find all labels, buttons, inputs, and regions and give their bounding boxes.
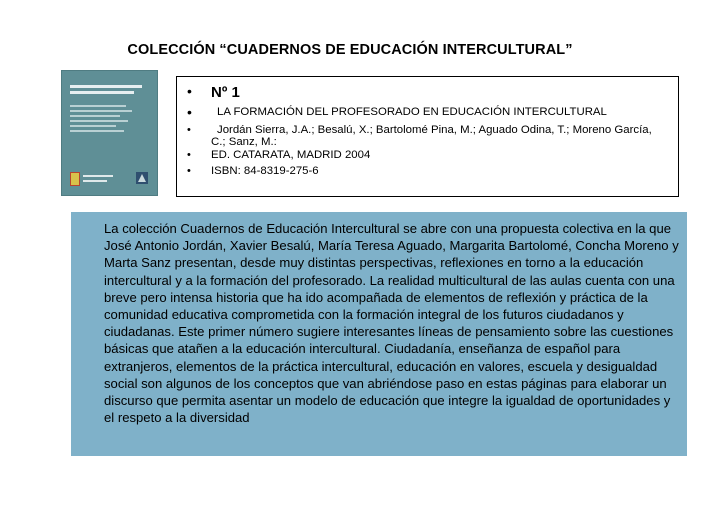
cover-text-line xyxy=(70,130,124,132)
cover-text-line xyxy=(70,125,116,127)
bullet-icon: • xyxy=(187,165,191,177)
bullet-icon: • xyxy=(187,149,191,161)
cover-title-line xyxy=(70,91,134,94)
info-isbn: ISBN: 84-8319-275-6 xyxy=(211,165,319,177)
cover-text-line xyxy=(70,105,126,107)
description-panel xyxy=(71,212,687,456)
info-publisher: ED. CATARATA, MADRID 2004 xyxy=(211,149,371,161)
bullet-icon: • xyxy=(187,124,191,136)
cover-text-line xyxy=(83,180,107,182)
info-authors: Jordán Sierra, J.A.; Besalú, X.; Bartolomé Pina, M.; Aguado Odina, T.; Moreno García, C.; Sanz, M.: xyxy=(211,124,652,148)
page-title xyxy=(0,42,720,58)
book-info-box xyxy=(176,76,679,197)
page-title-text: COLECCIÓN “CUADERNOS DE EDUCACIÓN INTERCULTURAL” xyxy=(127,42,573,58)
cover-title-line xyxy=(70,85,142,88)
bullet-icon: • xyxy=(187,104,192,120)
description-text: La colección Cuadernos de Educación Intercultural se abre con una propuesta colectiva en la que José Antonio Jordán, Xavier Besalú, María Teresa Aguado, Margarita Bartolomé, Concha Moreno y Marta Sanz presentan, desde muy distintas perspectivas, reflexiones en torno a la educación intercultural y a la formación del profesorado. La realidad multicultural de las aulas cuenta con una breve pero intensa historia que ha ido acompañada de elementos de reflexión y práctica de la comunidad educativa comprometida con la formación integral de los futuros ciudadanos y ciudadanas. Este primer número sugiere interesantes líneas de pensamiento sobre las cuestiones básicas que atañen a la educación intercultural. Ciudadanía, enseñanza de español para extranjeros, elementos de la práctica intercultural, educación en valores, escuela y desigualdad social son algunos de los conceptos que van abriéndose paso en estas páginas para elaborar un discurso que permita asentar un modelo de educación que integre la igualdad de oportunidades y el respeto a la diversidad xyxy=(104,221,679,426)
publisher-logo-icon xyxy=(135,171,149,185)
book-cover-image xyxy=(61,70,158,196)
cover-text-line xyxy=(83,175,113,177)
coat-of-arms-icon xyxy=(70,172,80,186)
info-number: Nº 1 xyxy=(211,84,240,101)
bullet-icon: • xyxy=(187,83,192,99)
cover-text-line xyxy=(70,115,120,117)
cover-text-line xyxy=(70,120,128,122)
info-book-title: LA FORMACIÓN DEL PROFESORADO EN EDUCACIÓN INTERCULTURAL xyxy=(217,106,607,118)
cover-text-line xyxy=(70,110,132,112)
